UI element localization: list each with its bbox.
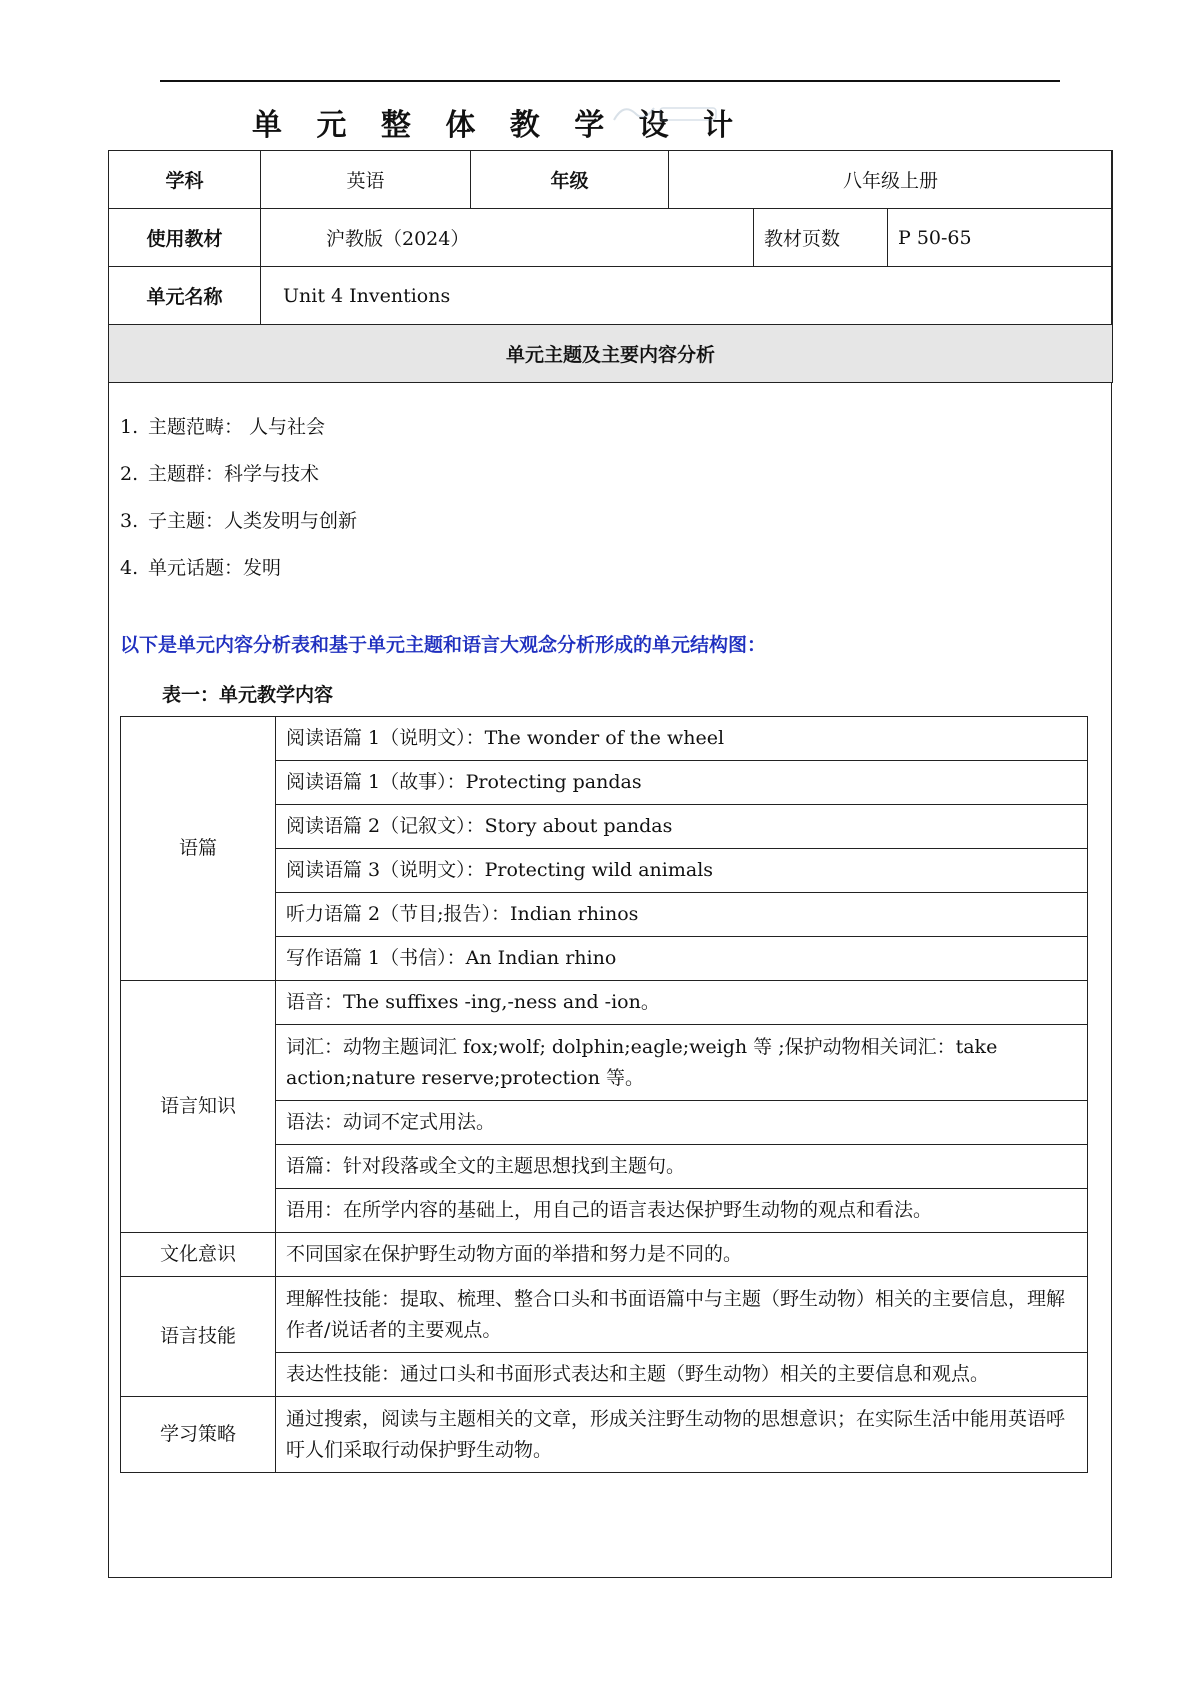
pages-label: 教材页数 <box>754 209 888 267</box>
category-text: 单元话题：发明 <box>148 557 282 579</box>
category-item <box>120 553 281 580</box>
subject-value: 英语 <box>261 151 471 209</box>
category-text: 主题群：科学与技术 <box>148 463 320 485</box>
strategy-label: 学习策略 <box>121 1397 276 1473</box>
analysis-note: 以下是单元内容分析表和基于单元主题和语言大观念分析形成的单元结构图： <box>120 634 767 656</box>
textbook-label: 使用教材 <box>109 209 261 267</box>
content-table <box>120 716 1088 1473</box>
text-row: 写作语篇 1（书信）：An Indian rhino <box>276 937 1088 981</box>
skills-row: 表达性技能：通过口头和书面形式表达和主题（野生动物）相关的主要信息和观点。 <box>276 1353 1088 1397</box>
section-title: 单元主题及主要内容分析 <box>109 325 1113 383</box>
knowledge-row: 语法：动词不定式用法。 <box>276 1101 1088 1145</box>
pages-value: P 50-65 <box>888 209 1113 267</box>
grade-value: 八年级上册 <box>669 151 1113 209</box>
watermark-logo <box>610 100 720 128</box>
strategy-row: 通过搜索，阅读与主题相关的文章，形成关注野生动物的思想意识；在实际生活中能用英语呼吁人们采取行动保护野生动物。 <box>276 1397 1088 1473</box>
text-row: 阅读语篇 2（记叙文）：Story about pandas <box>276 805 1088 849</box>
culture-label: 文化意识 <box>121 1233 276 1277</box>
table-caption: 表一：单元教学内容 <box>162 684 334 706</box>
category-number: 2. <box>120 463 139 485</box>
textbook-value: 沪教版（2024） <box>261 209 754 267</box>
watermark-logo-icon <box>610 100 720 128</box>
category-item <box>120 459 319 486</box>
skills-row: 理解性技能：提取、梳理、整合口头和书面语篇中与主题（野生动物）相关的主要信息，理解作者/说话者的主要观点。 <box>276 1277 1088 1353</box>
document-title: 单 元 整 体 教 学 设 计 <box>252 108 746 143</box>
knowledge-label: 语言知识 <box>121 981 276 1233</box>
texts-label: 语篇 <box>121 717 276 981</box>
text-row: 阅读语篇 1（说明文）：The wonder of the wheel <box>276 717 1088 761</box>
knowledge-row: 语音：The suffixes -ing,-ness and -ion。 <box>276 981 1088 1025</box>
unit-label: 单元名称 <box>109 267 261 325</box>
category-text: 主题范畴： 人与社会 <box>148 416 326 438</box>
knowledge-row: 语用：在所学内容的基础上，用自己的语言表达保护野生动物的观点和看法。 <box>276 1189 1088 1233</box>
top-rule <box>160 80 1060 82</box>
skills-label: 语言技能 <box>121 1277 276 1397</box>
category-item <box>120 412 325 439</box>
subject-label: 学科 <box>109 151 261 209</box>
grade-label: 年级 <box>471 151 669 209</box>
unit-value: Unit 4 Inventions <box>261 267 1113 325</box>
text-row: 阅读语篇 1（故事）：Protecting pandas <box>276 761 1088 805</box>
category-number: 4. <box>120 557 139 579</box>
category-number: 1. <box>120 416 139 438</box>
culture-row: 不同国家在保护野生动物方面的举措和努力是不同的。 <box>276 1233 1088 1277</box>
text-row: 阅读语篇 3（说明文）：Protecting wild animals <box>276 849 1088 893</box>
category-item <box>120 506 357 533</box>
category-number: 3. <box>120 510 139 532</box>
category-text: 子主题：人类发明与创新 <box>148 510 358 532</box>
header-table <box>108 150 1113 383</box>
knowledge-row: 词汇：动物主题词汇 fox;wolf; dolphin;eagle;weigh 等 ;保护动物相关词汇：take action;nature reserve;protection 等。 <box>276 1025 1088 1101</box>
text-row: 听力语篇 2（节目;报告）：Indian rhinos <box>276 893 1088 937</box>
knowledge-row: 语篇：针对段落或全文的主题思想找到主题句。 <box>276 1145 1088 1189</box>
